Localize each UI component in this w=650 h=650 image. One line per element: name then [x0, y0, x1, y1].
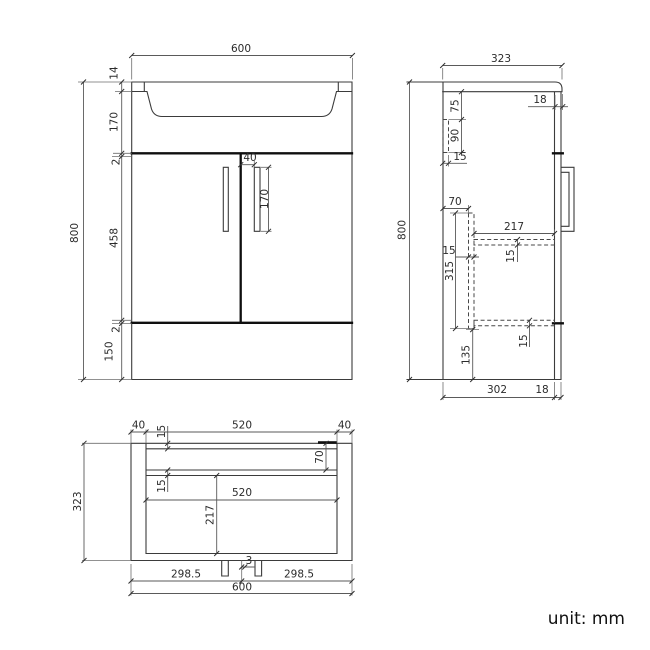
- dim-side-door-thickness: 18: [535, 384, 549, 396]
- front-view: [69, 43, 355, 382]
- door-handle-left: [223, 167, 228, 231]
- dim-front-door-height: 458: [108, 227, 121, 249]
- front-dim-lines: [84, 56, 353, 380]
- dim-side-depth: 323: [490, 53, 512, 65]
- dim-front-gap-top: 2: [110, 158, 123, 166]
- dim-side-divider-offset: 70: [448, 196, 462, 208]
- dim-side-shelf-thickness: 15: [505, 249, 517, 263]
- dim-plan-interior-depth: 217: [204, 504, 217, 526]
- dim-front-basin-height: 170: [108, 111, 121, 133]
- dim-side-rail-thickness: 15: [453, 151, 467, 163]
- dim-side-height: 800: [396, 219, 409, 241]
- dim-plan-door-left-width: 298.5: [170, 568, 202, 581]
- plan-handle-left: [222, 561, 229, 577]
- dim-plan-left-panel: 40: [131, 419, 146, 432]
- dim-front-width: 600: [230, 43, 252, 55]
- side-dim-lines: [410, 66, 569, 398]
- dim-front-countertop: 14: [108, 66, 121, 80]
- dim-front-handle-length: 170: [259, 188, 271, 210]
- dim-front-gap-bottom: 2: [110, 326, 123, 333]
- dim-side-bottom-thickness: 15: [518, 334, 530, 348]
- dim-plan-width: 600: [231, 581, 253, 594]
- dim-plan-rail-offset: 70: [314, 450, 326, 464]
- dim-front-plinth: 150: [103, 341, 116, 362]
- dim-side-rail-offset: 75: [449, 99, 462, 113]
- dim-side-shelf-depth: 217: [503, 221, 525, 233]
- front-door-lines: [132, 153, 352, 322]
- basin-profile: [145, 92, 339, 117]
- dim-plan-interior-width-top: 520: [231, 419, 253, 432]
- side-dim-ticks: [407, 63, 565, 400]
- side-handle-profile: [562, 167, 574, 231]
- dim-plan-rail-thickness: 15: [156, 479, 168, 493]
- dim-side-rail-height: 90: [449, 128, 462, 143]
- dim-side-plinth-recess: 135: [460, 344, 473, 366]
- dim-plan-right-panel: 40: [337, 419, 352, 432]
- plan-handle-right: [255, 561, 262, 577]
- dim-plan-interior-width-mid: 520: [231, 487, 253, 499]
- unit-note: unit: mm: [547, 609, 625, 629]
- dim-side-carcass-depth: 302: [486, 384, 508, 396]
- dim-front-handle-offset: 40: [243, 152, 257, 164]
- dim-plan-back-thickness: 15: [156, 424, 168, 439]
- front-outline: [132, 82, 352, 380]
- dim-plan-depth: 323: [72, 491, 84, 512]
- dim-side-divider-thickness: 15: [442, 245, 456, 257]
- side-view: [397, 53, 575, 400]
- plan-view: [72, 420, 355, 597]
- dim-side-door-overhang: 18: [533, 94, 547, 106]
- dim-plan-door-gap: 3: [245, 555, 253, 567]
- side-outline: [407, 82, 562, 380]
- dim-plan-door-right-width: 298.5: [283, 568, 315, 581]
- dim-front-height: 800: [69, 222, 81, 244]
- dim-side-divider-height: 315: [444, 260, 456, 282]
